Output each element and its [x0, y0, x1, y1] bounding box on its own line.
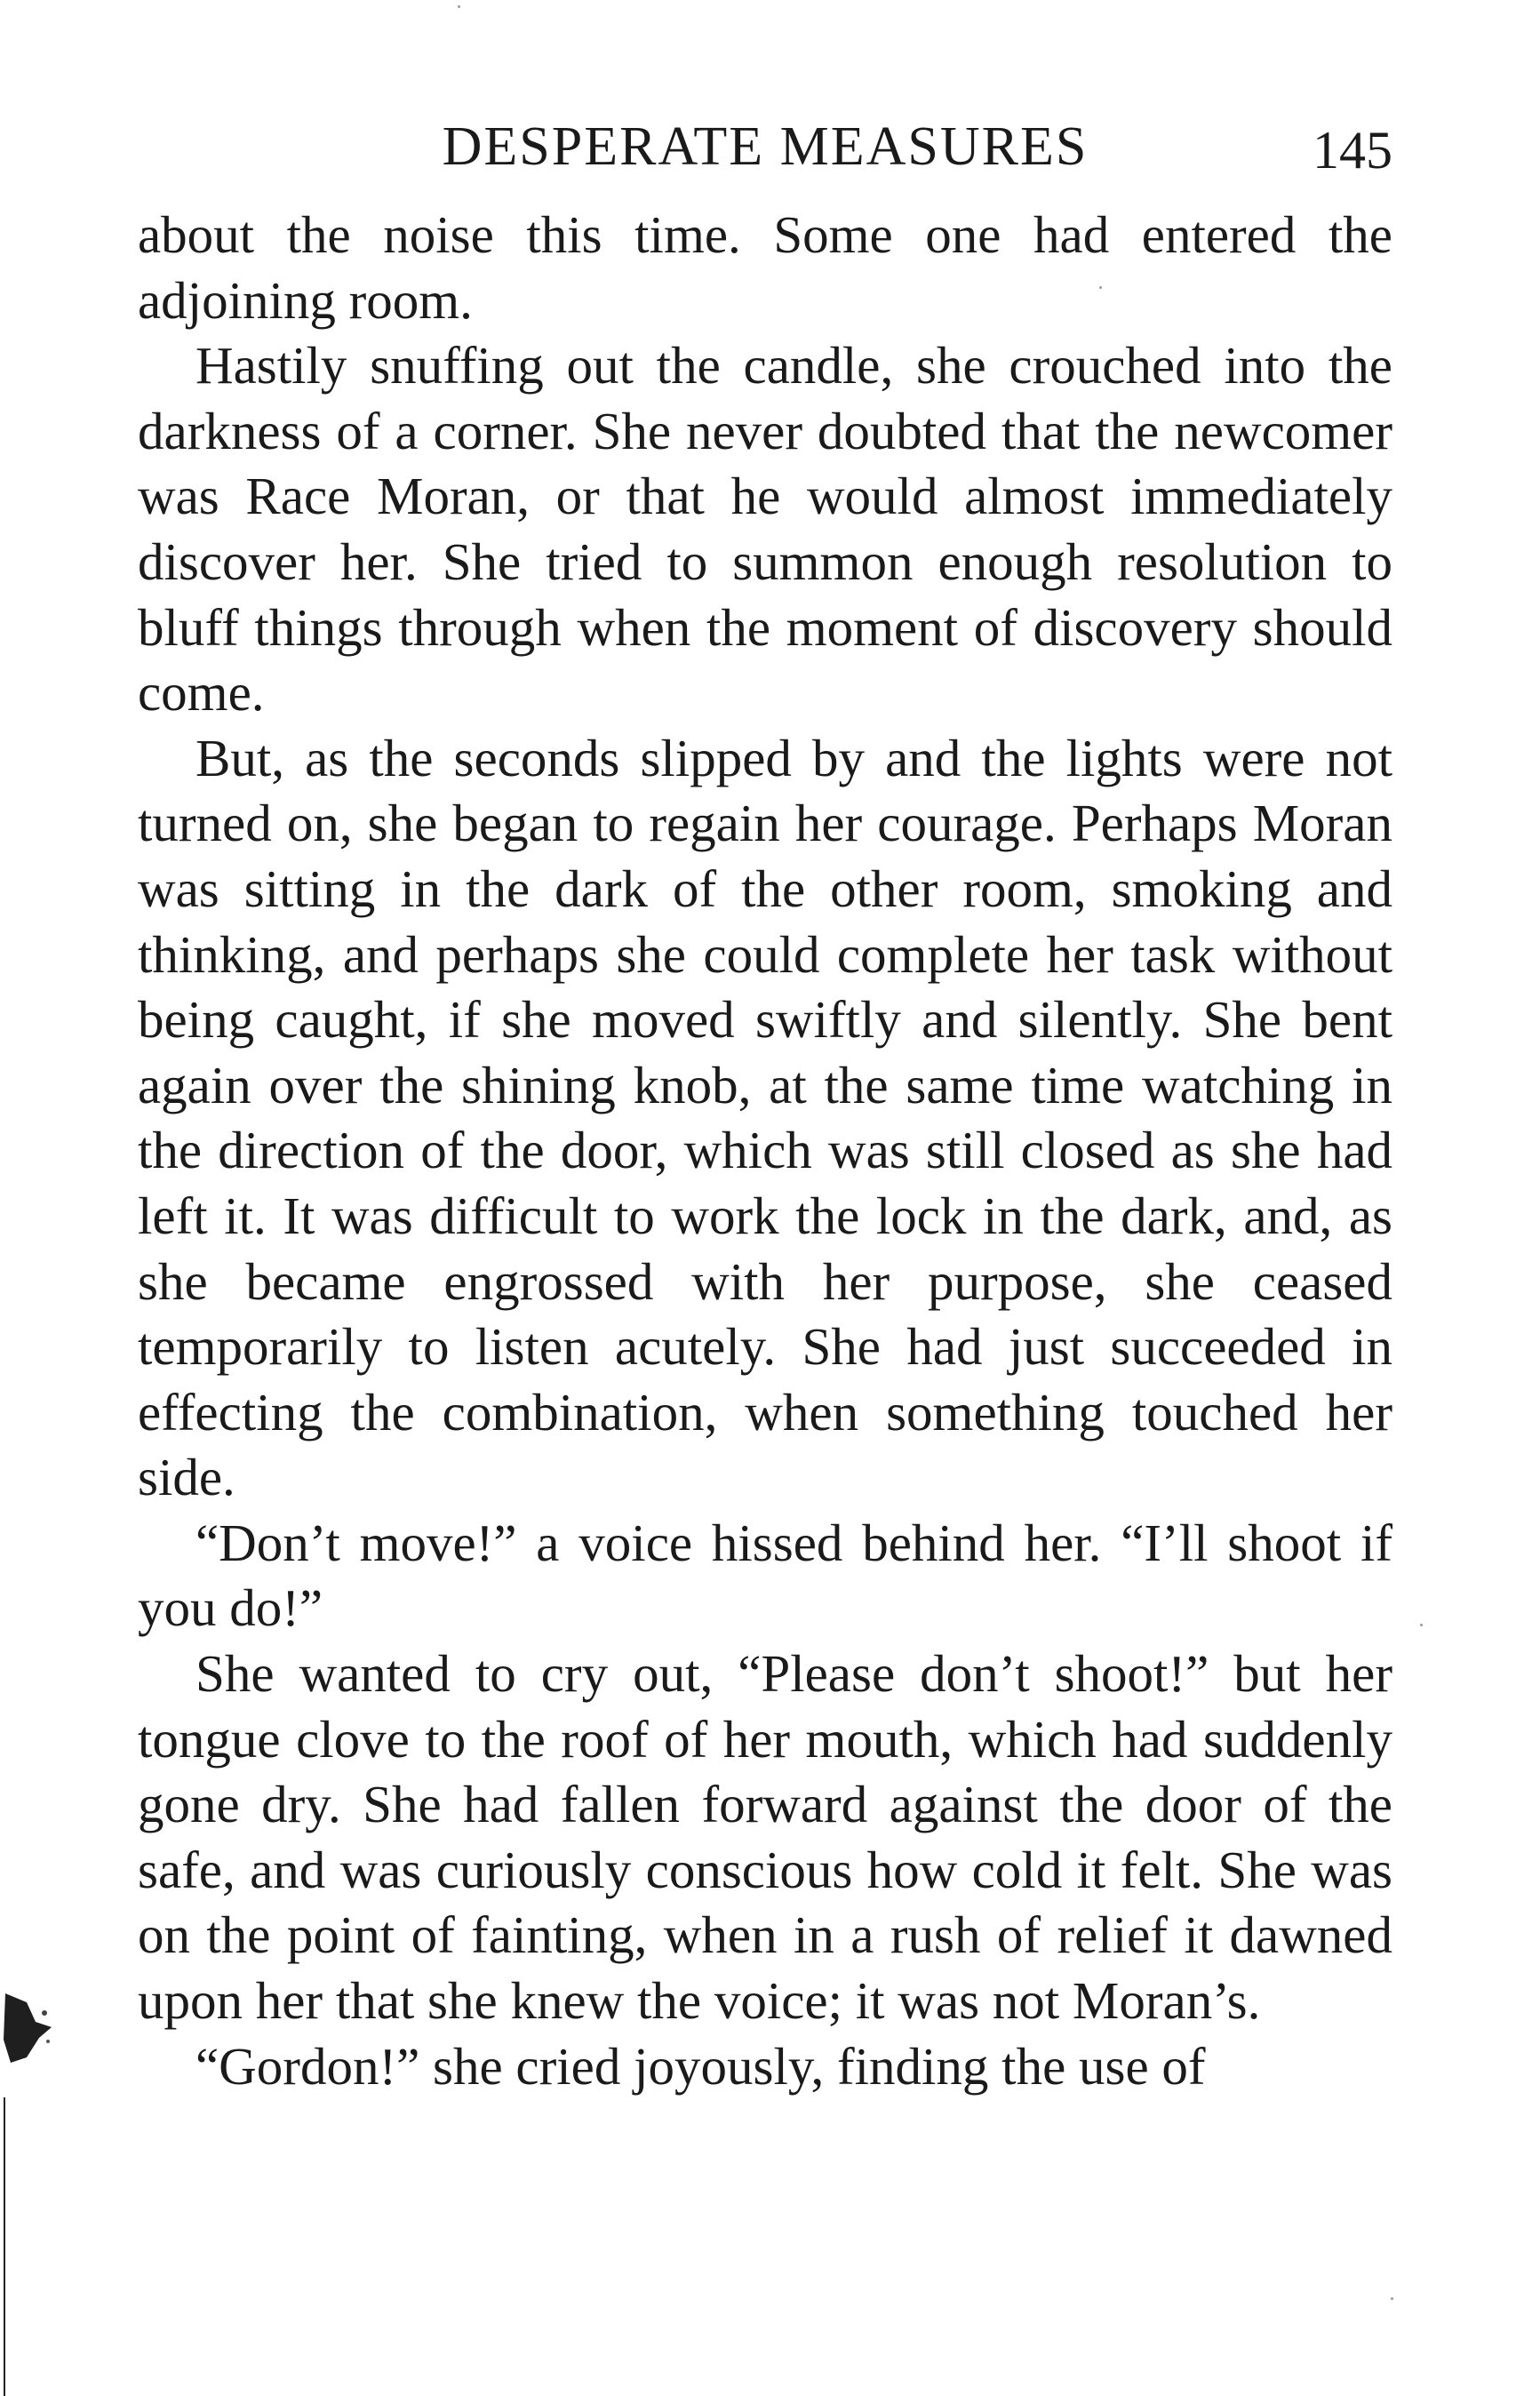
- paragraph: But, as the seconds slipped by and the lights were not turned on, she began to regain her courage. Perhaps Moran was sitting in the dark of the other room, smoking and thinking, and perhaps she could complete her task without being caught, if she moved swiftly and silently. She bent again over the shining knob, at the same time watching in the direction of the door, which was still closed as she had left it. It was difficult to work the lock in the dark, and, as she became engrossed with her purpose, she ceased temporarily to listen acutely. She had just succeeded in effecting the combination, when something touched her side.: [138, 728, 1392, 1507]
- page-header: [138, 111, 1392, 182]
- paragraph: She wanted to cry out, “Please don’t shoot!” but her tongue clove to the roof of her mouth, which had suddenly gone dry. She had fallen forward against the door of the safe, and was curiously conscious how cold it felt. She was on the point of fainting, when in a rush of relief it dawned upon her that she knew the voice; it was not Moran’s.: [138, 1644, 1392, 2031]
- paragraph-continued: about the noise this time. Some one had entered the adjoining room.: [138, 205, 1392, 330]
- paragraph: Hastily snuffing out the candle, she crouched into the darkness of a corner. She never doubted that the newcomer was Race Moran, or that he would almost immediately discover her. She tried to summon enough resolution to bluff things through when the moment of discovery should come.: [138, 336, 1392, 723]
- running-head: DESPERATE MEASURES: [442, 116, 1089, 177]
- paper-speck: [458, 5, 460, 8]
- paper-speck: [1420, 1624, 1423, 1626]
- paper-speck: [1099, 286, 1102, 289]
- binding-smudge-icon: [0, 1986, 53, 2066]
- paper-speck: [1391, 2297, 1393, 2300]
- binding-edge: [4, 2097, 5, 2396]
- body-text: [138, 203, 1392, 2099]
- page-number: 145: [1313, 121, 1392, 180]
- paragraph-continues: “Gordon!” she cried joyously, finding the use of: [195, 2036, 1206, 2096]
- paragraph: “Don’t move!” a voice hissed behind her. “I’ll shoot if you do!”: [138, 1513, 1392, 1638]
